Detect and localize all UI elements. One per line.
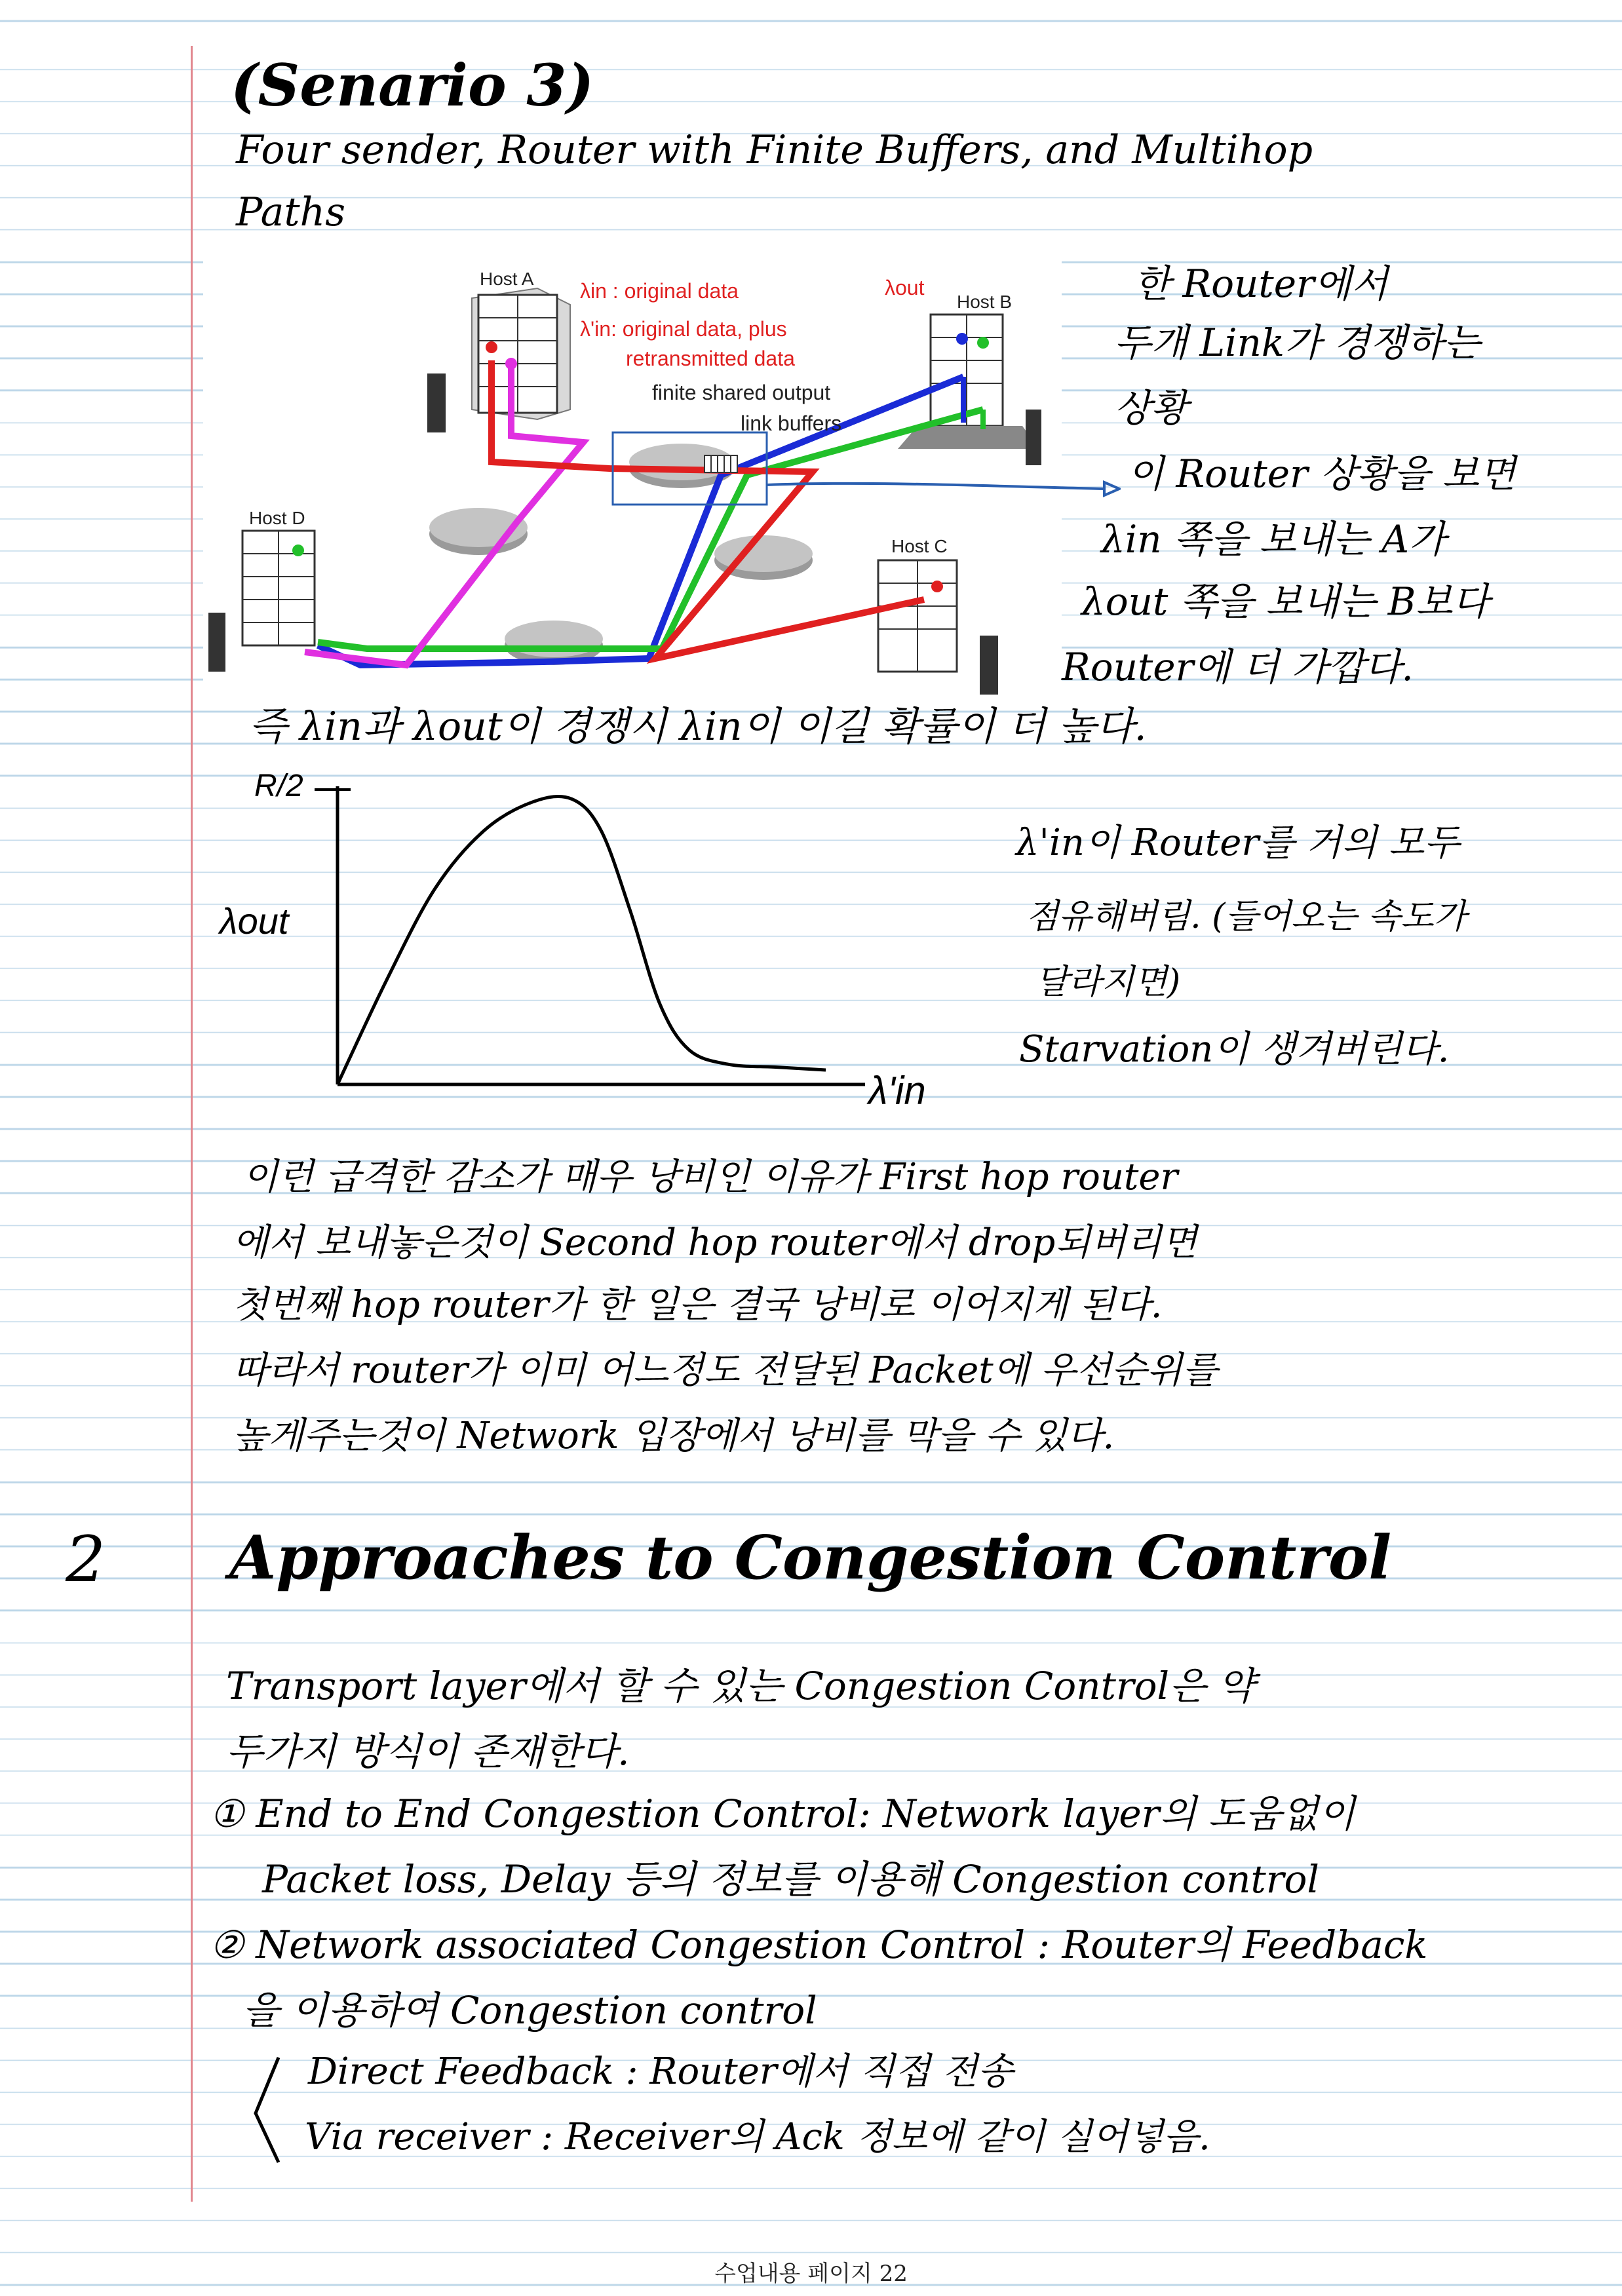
lambda-in-prime-label-1: λ'in: original data, plus — [580, 317, 787, 341]
chart-note-4: Starvation이 생겨버린다. — [1019, 1028, 1450, 1071]
item1-line1: ① End to End Congestion Control: Network layer의 도움없이 — [210, 1791, 1355, 1836]
lambda-in-label: λin : original data — [580, 279, 739, 303]
page-footer: 수업내용 페이지 22 — [714, 2261, 908, 2287]
throughput-curve — [338, 796, 826, 1084]
chart-note-2: 점유해버림. (들어오는 속도가 — [1026, 897, 1467, 936]
margin-line — [191, 46, 193, 2202]
y-axis-label: λout — [220, 900, 289, 942]
section-title: Approaches to Congestion Control — [229, 1522, 1392, 1593]
section-intro-1: Transport layer에서 할 수 있는 Congestion Control은 약 — [226, 1664, 1255, 1708]
paragraph-line-3: 첫번째 hop router가 한 일은 결국 낭비로 이어지게 된다. — [233, 1284, 1163, 1326]
scenario-title: (Senario 3) — [231, 51, 594, 119]
paragraph-line-2: 에서 보내놓은것이 Second hop router에서 drop되버리면 — [233, 1221, 1197, 1264]
sub-item-via-receiver: Via receiver : Receiver의 Ack 정보에 같이 실어넣음. — [305, 2116, 1210, 2158]
x-axis-label: λ'in — [868, 1069, 926, 1113]
side-note-4: 이 Router 상황을 보면 — [1127, 451, 1516, 496]
host-c-label: Host C — [891, 536, 948, 556]
item2-line2: 을 이용하여 Congestion control — [242, 1988, 817, 2033]
lambda-out-label: λout — [885, 276, 925, 299]
host-b-label: Host B — [957, 292, 1013, 312]
buffer-label-1: finite shared output — [652, 381, 831, 404]
host-a-label: Host A — [480, 269, 534, 289]
scenario-subtitle-1: Four sender, Router with Finite Buffers, and Multihop — [236, 127, 1313, 173]
item2-line1: ② Network associated Congestion Control : Router의 Feedback — [210, 1923, 1428, 1967]
host-d-label: Host D — [249, 508, 305, 528]
paragraph-line-4: 따라서 router가 이미 어느정도 전달된 Packet에 우선순위를 — [233, 1349, 1218, 1392]
side-note-7: Router에 더 가깝다. — [1062, 645, 1414, 689]
section-number: 2 — [66, 1523, 106, 1596]
side-note-6: λout 쪽을 보내는 B보다 — [1081, 579, 1490, 624]
item1-line2: Packet loss, Delay 등의 정보를 이용해 Congestion control — [262, 1857, 1319, 1902]
paragraph-line-1: 이런 급격한 감소가 매우 낭비인 이유가 First hop router — [242, 1156, 1178, 1198]
chart-note-3: 달라지면) — [1035, 963, 1181, 1002]
chart-note-1: λ'in이 Router를 거의 모두 — [1016, 822, 1460, 864]
side-note-1: 한 Router에서 — [1134, 261, 1388, 306]
scenario-subtitle-2: Paths — [236, 189, 345, 235]
pointer-arrow — [767, 472, 1121, 498]
link-buffer — [705, 455, 737, 472]
side-note-3: 상황 — [1114, 386, 1188, 430]
side-note-2: 두개 Link가 경쟁하는 — [1114, 320, 1480, 365]
section-intro-2: 두가지 방식이 존재한다. — [226, 1729, 630, 1774]
side-note-5: λin 쪽을 보내는 A가 — [1101, 517, 1446, 562]
throughput-chart — [210, 763, 996, 1130]
buffer-label-2: link buffers — [741, 411, 842, 435]
sub-item-direct: Direct Feedback : Router에서 직접 전송 — [308, 2050, 1013, 2093]
paragraph-line-5: 높게주는것이 Network 입장에서 낭비를 막을 수 있다. — [233, 1415, 1115, 1457]
conclusion: 즉 λin과 λout이 경쟁시 λin이 이길 확률이 더 높다. — [249, 704, 1147, 750]
y-top-label: R/2 — [254, 769, 303, 803]
sub-item-bracket — [249, 2051, 288, 2169]
lambda-in-prime-label-2: retransmitted data — [626, 347, 795, 370]
